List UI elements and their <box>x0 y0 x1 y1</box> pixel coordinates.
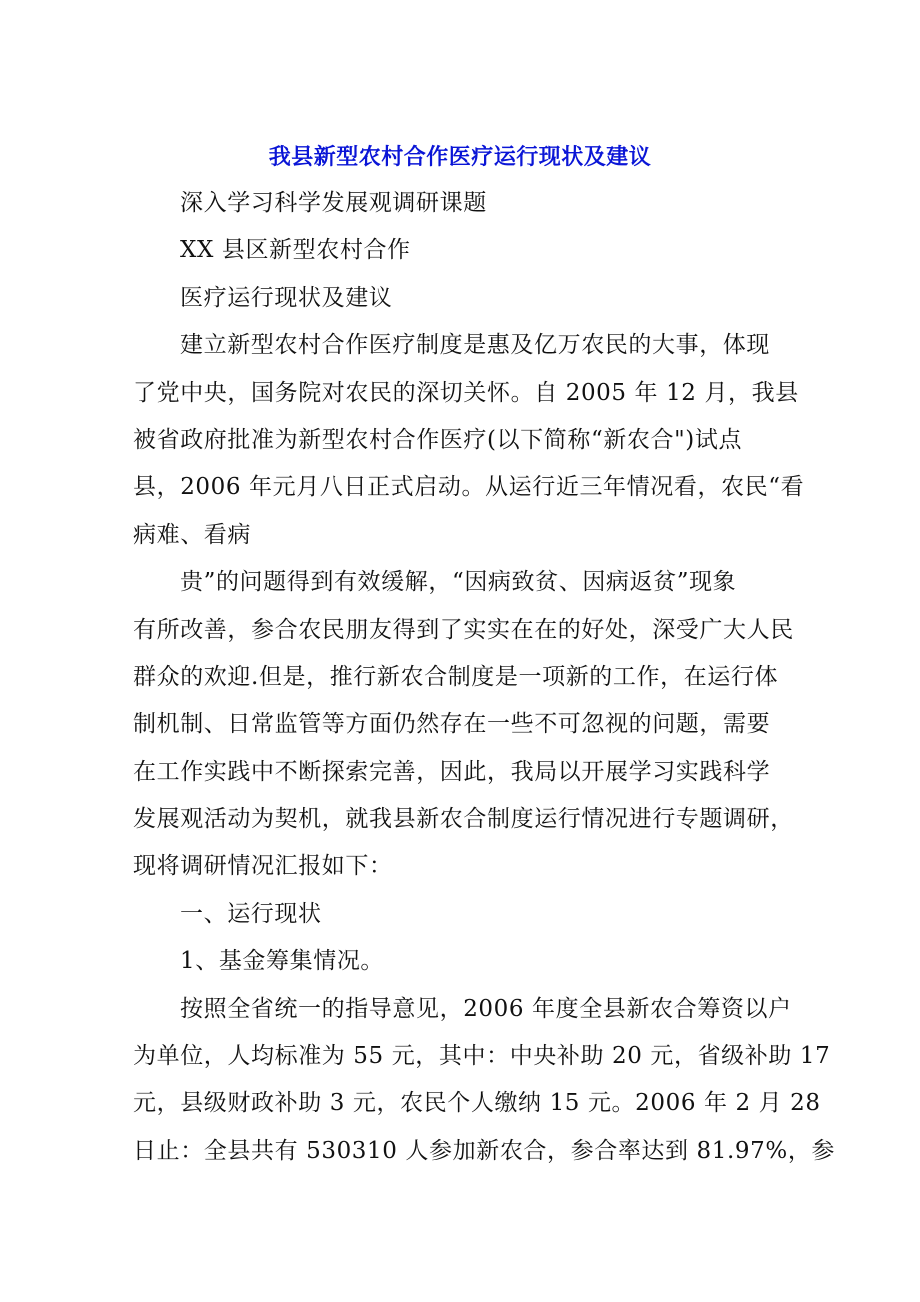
text-line: 贵”的问题得到有效缓解，“因病致贫、因病返贫”现象 <box>180 569 737 596</box>
text-line: 建立新型农村合作医疗制度是惠及亿万农民的大事，体现 <box>180 332 770 359</box>
text-line: 发展观活动为契机，就我县新农合制度运行情况进行专题调研， <box>133 806 794 833</box>
text-line: XX 县区新型农村合作 <box>180 237 411 264</box>
text-line: 县，2006 年元月八日正式启动。从运行近三年情况看，农民“看 <box>133 474 805 501</box>
text-line: 被省政府批准为新型农村合作医疗(以下简称“新农合")试点 <box>133 426 743 453</box>
document-title: 我县新型农村合作医疗运行现状及建议 <box>268 145 652 170</box>
text-line: 元，县级财政补助 3 元，农民个人缴纳 15 元。2006 年 2 月 28 <box>133 1090 821 1117</box>
text-line: 深入学习科学发展观调研课题 <box>180 190 487 216</box>
text-line: 病难、看病 <box>133 521 251 548</box>
text-line: 一、运行现状 <box>180 900 322 927</box>
text-line: 在工作实践中不断探索完善，因此，我局以开展学习实践科学 <box>133 758 771 785</box>
text-line: 医疗运行现状及建议 <box>180 284 393 311</box>
document-body <box>133 180 836 1175</box>
text-line: 按照全省统一的指导意见，2006 年度全县新农合筹资以户 <box>180 995 792 1022</box>
text-line: 制机制、日常监管等方面仍然存在一些不可忽视的问题，需要 <box>133 711 771 738</box>
text-line: 现将调研情况汇报如下： <box>133 853 393 880</box>
text-line: 1、基金筹集情况。 <box>180 948 385 975</box>
text-line: 有所改善，参合农民朋友得到了实实在在的好处，深受广大人民 <box>133 616 794 643</box>
text-line: 日止：全县共有 530310 人参加新农合，参合率达到 81.97%，参 <box>133 1137 836 1164</box>
text-line: 为单位，人均标准为 55 元，其中：中央补助 20 元，省级补助 17 <box>133 1043 831 1070</box>
text-line: 了党中央，国务院对农民的深切关怀。自 2005 年 12 月，我县 <box>133 379 799 406</box>
text-line: 群众的欢迎.但是，推行新农合制度是一项新的工作，在运行体 <box>133 663 779 690</box>
